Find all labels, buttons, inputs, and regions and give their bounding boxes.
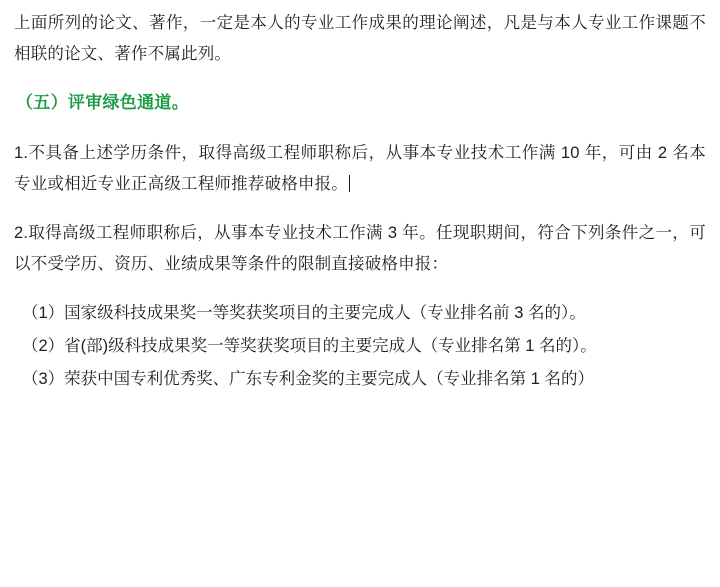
clause-1 [14,138,706,200]
list-item: （1）国家级科技成果奖一等奖获奖项目的主要完成人（专业排名前 3 名的）。 [22,304,586,322]
list-item: （2）省(部)级科技成果奖一等奖获奖项目的主要完成人（专业排名第 1 名的）。 [22,337,597,355]
section-heading-green-channel: （五）评审绿色通道。 [16,93,189,112]
clause-2-item-list [14,298,706,395]
paragraph-intro: 上面所列的论文、著作，一定是本人的专业工作成果的理论阐述，凡是与本人专业工作课题不相联的论文、著作不属此列。 [14,14,706,63]
clause-2: 2.取得高级工程师职称后，从事本专业技术工作满 3 年。任现职期间，符合下列条件之一，可以不受学历、资历、业绩成果等条件的限制直接破格申报： [14,224,706,273]
text-caret [349,175,350,192]
clause-1-text: 1.不具备上述学历条件，取得高级工程师职称后，从事本专业技术工作满 10 年，可由 2 名本专业或相近专业正高级工程师推荐破格申报。 [14,144,706,193]
list-item: （3）荣获中国专利优秀奖、广东专利金奖的主要完成人（专业排名第 1 名的） [22,370,595,388]
